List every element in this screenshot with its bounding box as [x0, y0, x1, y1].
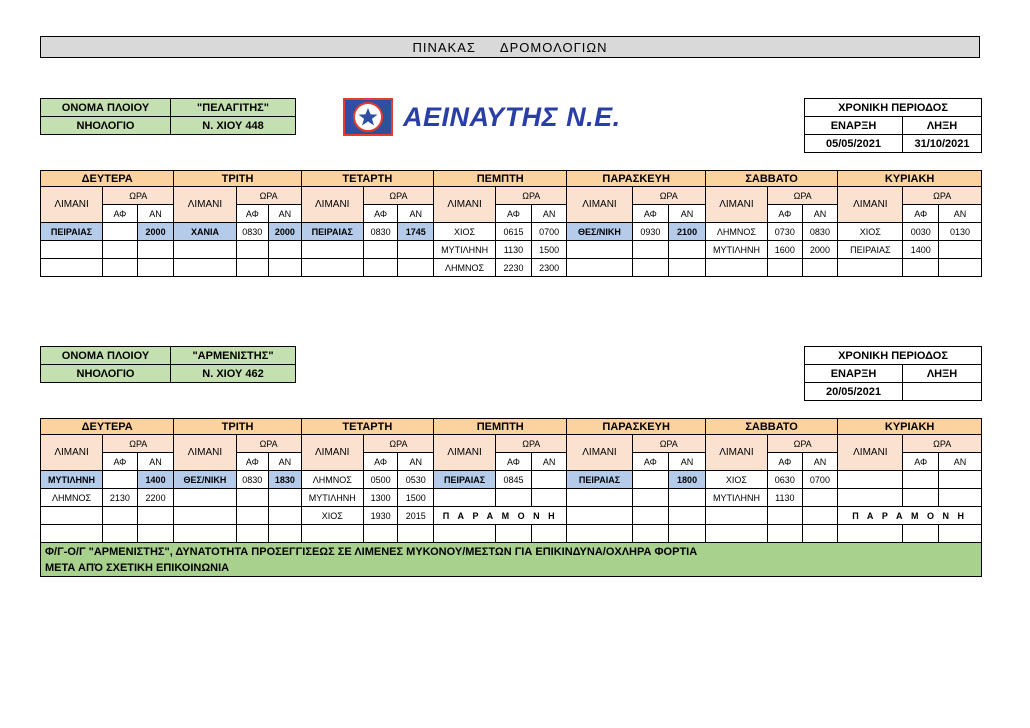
- arr-time-cell: [669, 259, 706, 277]
- dep-time-cell: 0845: [496, 471, 532, 489]
- dep-time-cell: [903, 471, 939, 489]
- port-header: ΛΙΜΑΝΙ: [41, 435, 103, 471]
- time-header: ΩΡΑ: [236, 187, 301, 205]
- day-header-row: [41, 171, 982, 187]
- arr-time-cell: [939, 471, 982, 489]
- empty-cell: [41, 525, 103, 543]
- empty-cell: [531, 525, 567, 543]
- arr-time-cell: [398, 241, 434, 259]
- ship1-end-date: 31/10/2021: [903, 135, 982, 153]
- day-header: ΤΡΙΤΗ: [174, 419, 301, 435]
- port-header: ΛΙΜΑΝΙ: [434, 435, 496, 471]
- port-cell: ΠΕΙΡΑΙΑΣ: [301, 223, 363, 241]
- page-title: [40, 36, 980, 58]
- arr-time-cell: [669, 507, 706, 525]
- arr-header: ΑΝ: [531, 205, 567, 223]
- note-line-1: Φ/Γ-Ο/Γ "ΑΡΜΕΝΙΣΤΗΣ", ΔΥΝΑΤΟΤΗΤΑ ΠΡΟΣΕΓΓΙΣΕΩΣ ΣΕ ΛΙΜΕΝΕΣ ΜΥΚΟΝΟΥ/ΜΕΣΤΩΝ ΓΙΑ ΕΠΙΚΙΝΔΥΝΑ/ΟΧΛΗΡΑ ΦΟΡΤΙΑ: [45, 546, 698, 558]
- dep-time-cell: 0500: [363, 471, 398, 489]
- time-header: ΩΡΑ: [496, 435, 567, 453]
- arr-header: ΑΝ: [269, 205, 302, 223]
- day-header: ΠΕΜΠΤΗ: [434, 171, 567, 187]
- arr-time-cell: [939, 259, 982, 277]
- arr-time-cell: [269, 259, 302, 277]
- time-header: ΩΡΑ: [632, 187, 705, 205]
- dep-header: ΑΦ: [903, 453, 939, 471]
- port-cell: [41, 241, 103, 259]
- port-cell: ΛΗΜΝΟΣ: [434, 259, 496, 277]
- port-header: ΛΙΜΑΝΙ: [301, 435, 363, 471]
- empty-cell: [838, 525, 903, 543]
- title-word-2: ΔΡΟΜΟΛΟΓΙΩΝ: [499, 39, 608, 55]
- port-cell: [838, 489, 903, 507]
- empty-cell: [632, 525, 669, 543]
- empty-cell: [669, 525, 706, 543]
- title-word-1: ΠΙΝΑΚΑΣ: [412, 39, 476, 55]
- arr-header: ΑΝ: [137, 205, 174, 223]
- dep-header: ΑΦ: [103, 205, 138, 223]
- dep-time-cell: [103, 223, 138, 241]
- day-header: ΠΕΜΠΤΗ: [434, 419, 567, 435]
- ship2-info-table: [40, 346, 296, 383]
- arr-header: ΑΝ: [802, 205, 838, 223]
- empty-cell: [903, 525, 939, 543]
- ship1-start-date: 05/05/2021: [805, 135, 903, 153]
- table-row: [41, 471, 982, 489]
- arr-time-cell: 0830: [802, 223, 838, 241]
- dep-header: ΑΦ: [363, 205, 398, 223]
- ship-name-label: ΟΝΟΜΑ ΠΛΟΙΟΥ: [41, 347, 171, 365]
- port-cell: [567, 259, 632, 277]
- arr-time-cell: [137, 507, 174, 525]
- registry-label: ΝΗΟΛΟΓΙΟ: [41, 117, 171, 135]
- port-cell: [705, 507, 767, 525]
- port-header: ΛΙΜΑΝΙ: [838, 187, 903, 223]
- port-cell: [301, 241, 363, 259]
- note-line-2: ΜΕΤΑ ΑΠΌ ΣΧΕΤΙΚΗ ΕΠΙΚΟΙΝΩΝΙΑ: [45, 562, 230, 574]
- arr-time-cell: [269, 241, 302, 259]
- port-cell: ΜΥΤΙΛΗΝΗ: [301, 489, 363, 507]
- empty-cell: [768, 525, 803, 543]
- ship2-name: "ΑΡΜΕΝΙΣΤΗΣ": [171, 347, 296, 365]
- empty-row: [41, 525, 982, 543]
- arr-header: ΑΝ: [802, 453, 838, 471]
- arr-time-cell: [398, 259, 434, 277]
- paramoni-label: Π Α Ρ Α Μ Ο Ν Η: [434, 507, 567, 525]
- dep-time-cell: [103, 471, 138, 489]
- start-label: ΕΝΑΡΞΗ: [805, 117, 903, 135]
- dep-header: ΑΦ: [363, 453, 398, 471]
- dep-time-cell: 2130: [103, 489, 138, 507]
- dep-header: ΑΦ: [768, 205, 803, 223]
- day-header: ΣΑΒΒΑΤΟ: [705, 171, 837, 187]
- arr-time-cell: [269, 489, 302, 507]
- arr-header: ΑΝ: [137, 453, 174, 471]
- dep-time-cell: 0615: [496, 223, 532, 241]
- arr-time-cell: [939, 489, 982, 507]
- arr-time-cell: [669, 241, 706, 259]
- arr-time-cell: [137, 259, 174, 277]
- day-header: ΔΕΥΤΕΡΑ: [41, 419, 174, 435]
- dep-time-cell: [103, 507, 138, 525]
- dep-time-cell: [236, 507, 269, 525]
- start-label: ΕΝΑΡΞΗ: [805, 365, 903, 383]
- day-header: ΤΕΤΑΡΤΗ: [301, 419, 433, 435]
- arr-time-cell: 0130: [939, 223, 982, 241]
- dep-time-cell: 1300: [363, 489, 398, 507]
- arr-header: ΑΝ: [939, 453, 982, 471]
- time-header: ΩΡΑ: [363, 187, 433, 205]
- dep-time-cell: [632, 241, 669, 259]
- dep-time-cell: 1930: [363, 507, 398, 525]
- dep-time-cell: [236, 489, 269, 507]
- port-cell: ΛΗΜΝΟΣ: [301, 471, 363, 489]
- port-header: ΛΙΜΑΝΙ: [705, 187, 767, 223]
- port-header: ΛΙΜΑΝΙ: [301, 187, 363, 223]
- logo-text: ΑΕΙΝΑΥΤΗΣ Ν.Ε.: [403, 101, 621, 132]
- port-cell: [174, 507, 236, 525]
- port-cell: ΧΙΟΣ: [705, 471, 767, 489]
- empty-cell: [567, 525, 632, 543]
- empty-cell: [939, 525, 982, 543]
- day-header: ΠΑΡΑΣΚΕΥΗ: [567, 419, 706, 435]
- registry-label: ΝΗΟΛΟΓΙΟ: [41, 365, 171, 383]
- arr-time-cell: 1500: [398, 489, 434, 507]
- arr-time-cell: 1500: [531, 241, 567, 259]
- empty-cell: [705, 525, 767, 543]
- time-header: ΩΡΑ: [236, 435, 301, 453]
- dep-header: ΑΦ: [632, 453, 669, 471]
- ship1-name: "ΠΕΛΑΓΙΤΗΣ": [171, 99, 296, 117]
- time-header: ΩΡΑ: [363, 435, 433, 453]
- port-cell: [838, 471, 903, 489]
- port-cell: [567, 489, 632, 507]
- empty-cell: [363, 525, 398, 543]
- dep-header: ΑΦ: [903, 205, 939, 223]
- day-header: ΣΑΒΒΑΤΟ: [705, 419, 837, 435]
- dep-time-cell: 1600: [768, 241, 803, 259]
- dep-header: ΑΦ: [632, 205, 669, 223]
- arr-time-cell: 1800: [669, 471, 706, 489]
- time-header: ΩΡΑ: [768, 187, 838, 205]
- port-header: ΛΙΜΑΝΙ: [705, 435, 767, 471]
- dep-header: ΑΦ: [496, 205, 532, 223]
- port-cell: [41, 259, 103, 277]
- ship2-registry: Ν. ΧΙΟΥ 462: [171, 365, 296, 383]
- empty-cell: [174, 525, 236, 543]
- table-row: [41, 489, 982, 507]
- arr-time-cell: [269, 507, 302, 525]
- time-header: ΩΡΑ: [496, 187, 567, 205]
- dep-time-cell: 0830: [363, 223, 398, 241]
- table-row: [41, 507, 982, 525]
- arr-time-cell: [531, 489, 567, 507]
- day-header: ΤΡΙΤΗ: [174, 171, 301, 187]
- port-cell: [174, 259, 236, 277]
- port-cell: ΧΙΟΣ: [301, 507, 363, 525]
- port-header: ΛΙΜΑΝΙ: [434, 187, 496, 223]
- port-cell: ΠΕΙΡΑΙΑΣ: [838, 241, 903, 259]
- day-header: ΚΥΡΙΑΚΗ: [838, 171, 982, 187]
- ship2-end-date: [903, 383, 982, 401]
- time-header: ΩΡΑ: [903, 187, 982, 205]
- arr-header: ΑΝ: [398, 205, 434, 223]
- port-cell: ΠΕΙΡΑΙΑΣ: [41, 223, 103, 241]
- empty-cell: [301, 525, 363, 543]
- port-cell: ΘΕΣ/ΝΙΚΗ: [567, 223, 632, 241]
- dep-time-cell: [768, 507, 803, 525]
- dep-time-cell: [363, 241, 398, 259]
- dep-time-cell: [103, 241, 138, 259]
- empty-cell: [236, 525, 269, 543]
- arr-time-cell: 0530: [398, 471, 434, 489]
- arr-header: ΑΝ: [269, 453, 302, 471]
- note-box: [40, 542, 982, 577]
- arr-time-cell: 2000: [269, 223, 302, 241]
- port-cell: ΜΥΤΙΛΗΝΗ: [705, 489, 767, 507]
- empty-cell: [137, 525, 174, 543]
- dep-time-cell: 2230: [496, 259, 532, 277]
- empty-cell: [496, 525, 532, 543]
- dep-time-cell: [903, 259, 939, 277]
- dep-time-cell: [236, 241, 269, 259]
- port-cell: [174, 489, 236, 507]
- ship-name-label: ΟΝΟΜΑ ΠΛΟΙΟΥ: [41, 99, 171, 117]
- port-cell: ΜΥΤΙΛΗΝΗ: [41, 471, 103, 489]
- empty-cell: [802, 525, 838, 543]
- end-label: ΛΗΞΗ: [903, 117, 982, 135]
- dep-time-cell: [236, 259, 269, 277]
- day-header: ΚΥΡΙΑΚΗ: [838, 419, 982, 435]
- port-cell: ΧΑΝΙΑ: [174, 223, 236, 241]
- port-cell: ΜΥΤΙΛΗΝΗ: [705, 241, 767, 259]
- port-cell: ΛΗΜΝΟΣ: [705, 223, 767, 241]
- empty-cell: [434, 525, 496, 543]
- dep-time-cell: [903, 489, 939, 507]
- time-header: ΩΡΑ: [768, 435, 838, 453]
- port-cell: ΘΕΣ/ΝΙΚΗ: [174, 471, 236, 489]
- paramoni-label: Π Α Ρ Α Μ Ο Ν Η: [838, 507, 982, 525]
- table-row: [41, 241, 982, 259]
- arr-time-cell: 2200: [137, 489, 174, 507]
- dep-time-cell: 0830: [236, 471, 269, 489]
- table-row: [41, 259, 982, 277]
- arr-time-cell: 0700: [531, 223, 567, 241]
- ship1-schedule-table: [40, 170, 982, 277]
- end-label: ΛΗΞΗ: [903, 365, 982, 383]
- dep-header: ΑΦ: [768, 453, 803, 471]
- dep-time-cell: 1400: [903, 241, 939, 259]
- empty-cell: [103, 525, 138, 543]
- arr-header: ΑΝ: [669, 453, 706, 471]
- arr-time-cell: [802, 489, 838, 507]
- dep-time-cell: [103, 259, 138, 277]
- arr-time-cell: [531, 471, 567, 489]
- empty-cell: [269, 525, 302, 543]
- dep-header: ΑΦ: [103, 453, 138, 471]
- ship2-start-date: 20/05/2021: [805, 383, 903, 401]
- table-row: [41, 223, 982, 241]
- company-logo: [343, 98, 621, 136]
- dep-time-cell: 0030: [903, 223, 939, 241]
- port-cell: [567, 241, 632, 259]
- port-cell: [434, 489, 496, 507]
- day-header: ΤΕΤΑΡΤΗ: [301, 171, 433, 187]
- day-header-row: [41, 419, 982, 435]
- arr-time-cell: 0700: [802, 471, 838, 489]
- arr-time-cell: [669, 489, 706, 507]
- port-cell: ΧΙΟΣ: [434, 223, 496, 241]
- time-header: ΩΡΑ: [103, 435, 174, 453]
- arr-time-cell: 2000: [802, 241, 838, 259]
- arr-time-cell: 2300: [531, 259, 567, 277]
- ship2-period-table: [804, 346, 982, 401]
- arr-time-cell: [939, 241, 982, 259]
- arr-time-cell: 1400: [137, 471, 174, 489]
- arr-header: ΑΝ: [531, 453, 567, 471]
- dep-time-cell: 0730: [768, 223, 803, 241]
- sub-header-row: [41, 187, 982, 205]
- dep-time-cell: [632, 471, 669, 489]
- port-cell: [174, 241, 236, 259]
- arr-header: ΑΝ: [669, 205, 706, 223]
- arr-time-cell: [137, 241, 174, 259]
- time-header: ΩΡΑ: [632, 435, 705, 453]
- dep-time-cell: [632, 507, 669, 525]
- time-header: ΩΡΑ: [103, 187, 174, 205]
- arr-time-cell: 1745: [398, 223, 434, 241]
- dep-time-cell: 1130: [768, 489, 803, 507]
- port-header: ΛΙΜΑΝΙ: [838, 435, 903, 471]
- dep-time-cell: 0630: [768, 471, 803, 489]
- logo-emblem: [343, 98, 393, 136]
- arr-time-cell: 2100: [669, 223, 706, 241]
- ship2-schedule-table: [40, 418, 982, 543]
- dep-time-cell: [632, 489, 669, 507]
- arr-time-cell: 1830: [269, 471, 302, 489]
- port-header: ΛΙΜΑΝΙ: [567, 187, 632, 223]
- ship1-registry: Ν. ΧΙΟΥ 448: [171, 117, 296, 135]
- dep-header: ΑΦ: [236, 205, 269, 223]
- sub-header-row: [41, 435, 982, 453]
- dep-time-cell: [496, 489, 532, 507]
- port-cell: [41, 507, 103, 525]
- dep-time-cell: [632, 259, 669, 277]
- period-label: ΧΡΟΝΙΚΗ ΠΕΡΙΟΔΟΣ: [805, 347, 982, 365]
- star-icon: [353, 102, 383, 132]
- port-cell: [301, 259, 363, 277]
- dep-time-cell: [363, 259, 398, 277]
- port-cell: [838, 259, 903, 277]
- dep-time-cell: 0930: [632, 223, 669, 241]
- port-cell: [567, 507, 632, 525]
- arr-header: ΑΝ: [398, 453, 434, 471]
- port-cell: [705, 259, 767, 277]
- dep-time-cell: 1130: [496, 241, 532, 259]
- ship1-period-table: [804, 98, 982, 153]
- port-cell: ΧΙΟΣ: [838, 223, 903, 241]
- arr-time-cell: [802, 507, 838, 525]
- port-cell: ΛΗΜΝΟΣ: [41, 489, 103, 507]
- dep-header: ΑΦ: [496, 453, 532, 471]
- port-cell: ΜΥΤΙΛΗΝΗ: [434, 241, 496, 259]
- time-header: ΩΡΑ: [903, 435, 982, 453]
- empty-cell: [398, 525, 434, 543]
- dep-time-cell: 0830: [236, 223, 269, 241]
- ship1-info-table: [40, 98, 296, 135]
- period-label: ΧΡΟΝΙΚΗ ΠΕΡΙΟΔΟΣ: [805, 99, 982, 117]
- dep-header: ΑΦ: [236, 453, 269, 471]
- port-cell: ΠΕΙΡΑΙΑΣ: [567, 471, 632, 489]
- dep-time-cell: [768, 259, 803, 277]
- port-header: ΛΙΜΑΝΙ: [567, 435, 632, 471]
- arr-header: ΑΝ: [939, 205, 982, 223]
- day-header: ΠΑΡΑΣΚΕΥΗ: [567, 171, 706, 187]
- arr-time-cell: 2000: [137, 223, 174, 241]
- port-header: ΛΙΜΑΝΙ: [41, 187, 103, 223]
- port-header: ΛΙΜΑΝΙ: [174, 435, 236, 471]
- day-header: ΔΕΥΤΕΡΑ: [41, 171, 174, 187]
- arr-time-cell: [802, 259, 838, 277]
- port-cell: ΠΕΙΡΑΙΑΣ: [434, 471, 496, 489]
- port-header: ΛΙΜΑΝΙ: [174, 187, 236, 223]
- arr-time-cell: 2015: [398, 507, 434, 525]
